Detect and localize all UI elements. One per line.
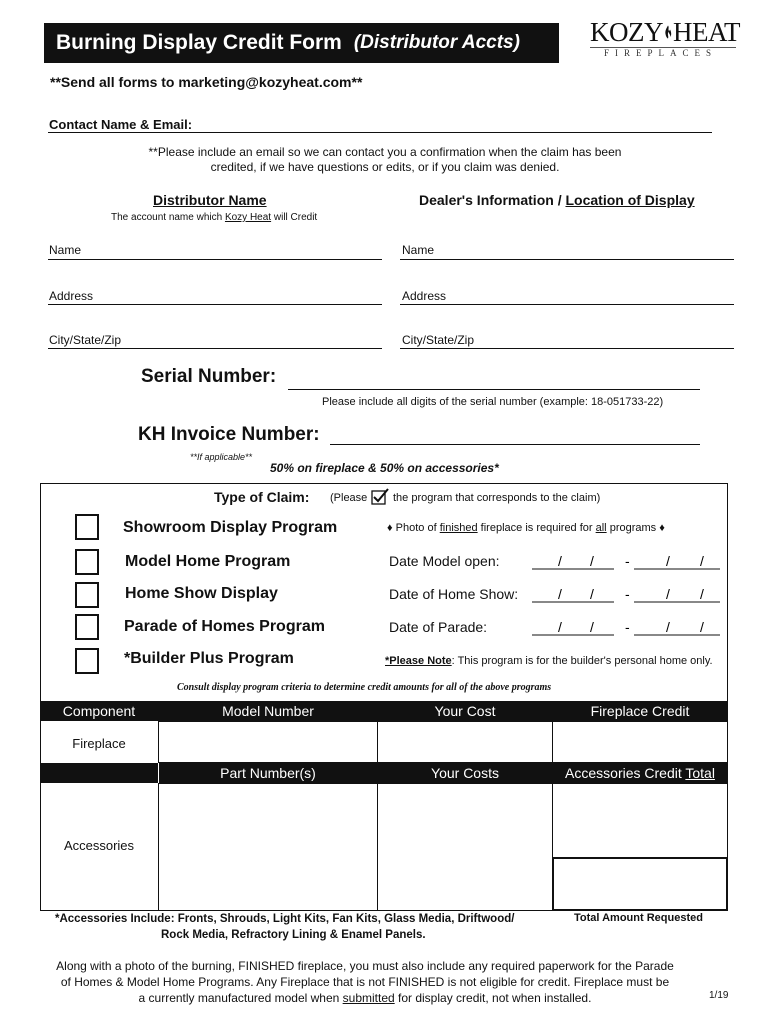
svg-text:/: / xyxy=(700,553,704,569)
accessories-part-numbers-cell[interactable] xyxy=(158,783,378,911)
serial-number-field[interactable] xyxy=(288,370,700,390)
form-subtitle: (Distributor Accts) xyxy=(353,32,520,53)
distributor-heading: Distributor Name xyxy=(153,192,267,208)
fireplace-model-number-cell[interactable] xyxy=(158,721,378,763)
form-title-bar xyxy=(44,23,559,63)
photo-required-note: ♦ Photo of finished fireplace is required for all programs ♦ xyxy=(387,522,665,534)
builder-plus-note: *Please Note: This program is for the builder's personal home only. xyxy=(385,655,713,667)
accessories-row-label: Accessories xyxy=(63,838,135,853)
distributor-name-label: Name xyxy=(49,243,82,257)
svg-text:/: / xyxy=(558,619,562,635)
table-header-part-numbers: Part Number(s) xyxy=(158,763,378,783)
form-title: Burning Display Credit Form xyxy=(56,31,342,54)
contact-name-email-field[interactable] xyxy=(48,118,712,133)
claim-instructions-post: the program that corresponds to the claim) xyxy=(393,492,601,504)
model-open-date-label: Date Model open: xyxy=(389,553,500,569)
logo-word-heat: HEAT xyxy=(673,17,740,47)
svg-text:/: / xyxy=(558,586,562,602)
table-header-model-number: Model Number xyxy=(158,701,378,721)
home-show-date-field[interactable] xyxy=(532,584,720,604)
svg-text:/: / xyxy=(666,619,670,635)
flame-icon xyxy=(664,18,672,46)
accessories-credit-total-cell[interactable] xyxy=(552,783,728,858)
send-forms-note: **Send all forms to marketing@kozyheat.com** xyxy=(50,74,363,90)
credit-split-note: 50% on fireplace & 50% on accessories* xyxy=(270,461,499,475)
model-open-date-field[interactable] xyxy=(532,551,720,571)
table-header-accessories-credit: Accessories Credit Total xyxy=(552,763,728,783)
dealer-address-field[interactable] xyxy=(400,288,734,305)
fireplace-credit-cell[interactable] xyxy=(552,721,728,763)
svg-text:-: - xyxy=(625,586,630,602)
logo-word-kozy: KOZY xyxy=(590,17,663,47)
parade-of-homes-label: Parade of Homes Program xyxy=(124,618,325,635)
dealer-address-label: Address xyxy=(402,289,447,303)
svg-text:-: - xyxy=(625,553,630,569)
accessories-note-line-1: *Accessories Include: Fronts, Shrouds, Light Kits, Fan Kits, Glass Media, Driftwood/ xyxy=(55,913,515,925)
serial-number-label: Serial Number: xyxy=(141,366,277,387)
parade-date-field[interactable] xyxy=(532,617,720,637)
footer-line-2: of Homes & Model Home Programs. Any Fireplace that is not FINISHED is not eligible for credit. Fireplace must be xyxy=(60,975,670,989)
table-header-your-cost: Your Cost xyxy=(378,701,552,721)
distributor-subnote: The account name which Kozy Heat will Credit xyxy=(111,212,318,223)
showroom-display-checkbox[interactable] xyxy=(75,514,99,540)
kozy-heat-logo xyxy=(590,18,740,70)
svg-text:/: / xyxy=(590,586,594,602)
model-home-label: Model Home Program xyxy=(125,553,291,570)
parade-of-homes-checkbox[interactable] xyxy=(75,614,99,640)
builder-plus-label: *Builder Plus Program xyxy=(124,650,294,667)
parade-date-label: Date of Parade: xyxy=(389,619,488,635)
contact-note-1: **Please include an email so we can contact you a confirmation when the claim has been xyxy=(148,145,622,159)
total-amount-requested-label: Total Amount Requested xyxy=(574,912,703,924)
fireplace-row-label: Fireplace xyxy=(72,736,126,751)
distributor-address-label: Address xyxy=(49,289,94,303)
distributor-name-field[interactable] xyxy=(48,243,382,260)
page-number: 1/19 xyxy=(709,990,729,1001)
home-show-label: Home Show Display xyxy=(125,585,278,602)
dealer-heading: Dealer's Information / Location of Display xyxy=(419,192,695,208)
type-of-claim-label: Type of Claim: xyxy=(214,489,310,505)
distributor-address-field[interactable] xyxy=(48,288,382,305)
fireplace-your-cost-cell[interactable] xyxy=(377,721,553,763)
header-divider xyxy=(158,763,159,783)
invoice-number-field[interactable] xyxy=(330,427,700,445)
invoice-number-label: KH Invoice Number: xyxy=(138,424,320,445)
claim-instructions-pre: (Please xyxy=(330,492,368,504)
logo-subtext: FIREPLACES xyxy=(604,48,718,58)
table-header-component: Component xyxy=(40,701,158,721)
dealer-name-label: Name xyxy=(402,243,435,257)
invoice-note: **If applicable** xyxy=(190,452,253,462)
svg-text:/: / xyxy=(666,586,670,602)
contact-note-2: credited, if we have questions or edits, or if you claim was denied. xyxy=(210,160,560,174)
table-header-fireplace-credit: Fireplace Credit xyxy=(552,701,728,721)
model-home-checkbox[interactable] xyxy=(75,549,99,575)
distributor-city-label: City/State/Zip xyxy=(49,333,122,347)
footer-line-3: a currently manufactured model when submitted for display credit, not when installed. xyxy=(138,991,592,1005)
consult-criteria-note: Consult display program criteria to determine credit amounts for all of the above programs xyxy=(177,682,552,693)
svg-text:/: / xyxy=(700,586,704,602)
svg-text:/: / xyxy=(666,553,670,569)
serial-number-note: Please include all digits of the serial number (example: 18-051733-22) xyxy=(322,396,664,408)
builder-plus-checkbox[interactable] xyxy=(75,648,99,674)
svg-text:/: / xyxy=(558,553,562,569)
total-amount-requested-cell[interactable] xyxy=(552,857,728,911)
accessories-note-line-2: Rock Media, Refractory Lining & Enamel Panels. xyxy=(161,929,426,941)
showroom-display-label: Showroom Display Program xyxy=(123,519,338,536)
dealer-name-field[interactable] xyxy=(400,243,734,260)
contact-label: Contact Name & Email: xyxy=(49,117,193,132)
home-show-date-label: Date of Home Show: xyxy=(389,586,519,602)
checkmark-icon xyxy=(371,488,387,504)
svg-text:/: / xyxy=(590,619,594,635)
accessories-your-costs-cell[interactable] xyxy=(377,783,553,911)
footer-line-1: Along with a photo of the burning, FINISHED fireplace, you must also include any required paperwork for the Parade xyxy=(56,959,674,973)
svg-text:/: / xyxy=(590,553,594,569)
dealer-city-label: City/State/Zip xyxy=(402,333,475,347)
svg-text:-: - xyxy=(625,619,630,635)
home-show-checkbox[interactable] xyxy=(75,582,99,608)
svg-text:/: / xyxy=(700,619,704,635)
table-header-your-costs: Your Costs xyxy=(378,763,552,783)
